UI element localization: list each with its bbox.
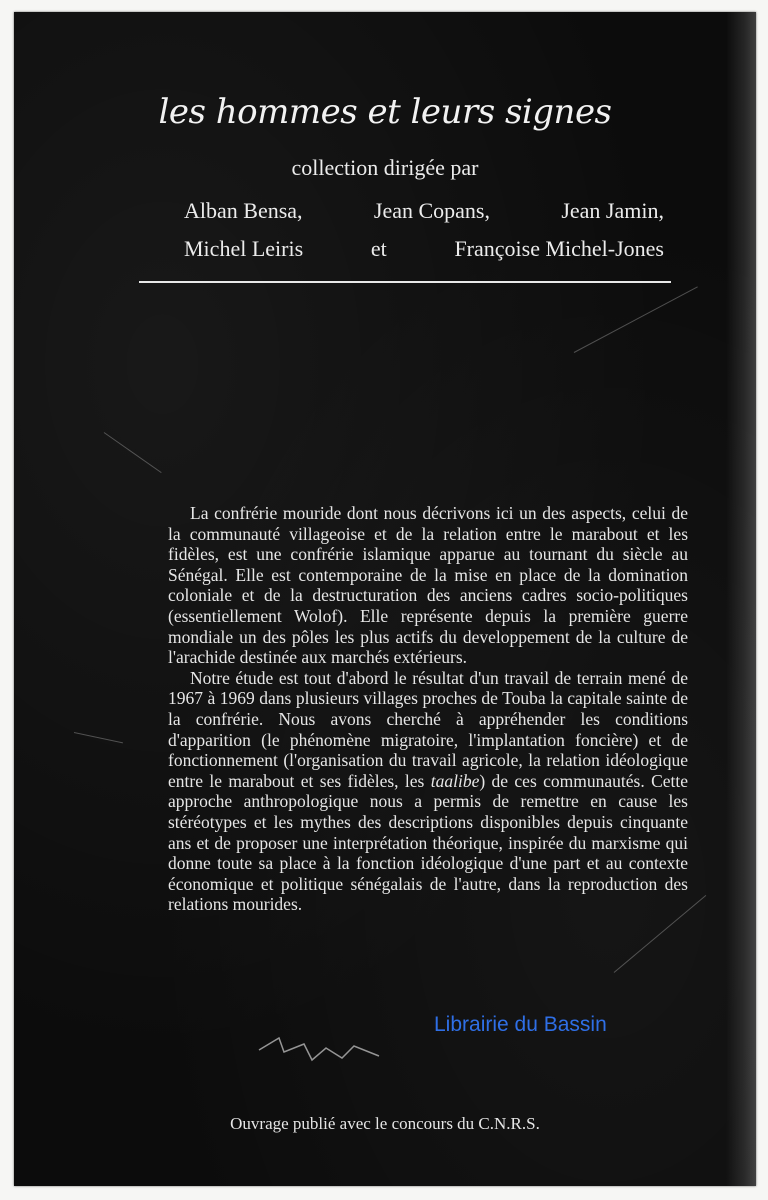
cover-scratch [74, 732, 123, 743]
watermark: Librairie du Bassin [434, 1013, 607, 1036]
director-name: Alban Bensa, [184, 198, 303, 223]
scribble-mark [254, 1030, 384, 1070]
conjunction: et [370, 236, 387, 261]
director-name: Michel Leiris [184, 236, 304, 261]
cover-scratch [104, 432, 162, 473]
footer-credit: Ouvrage publié avec le concours du C.N.R.S. [230, 1114, 540, 1133]
italic-term: taalibe [430, 770, 480, 791]
series-directors [184, 192, 664, 268]
book-back-cover [14, 12, 756, 1186]
series-title: les hommes et leurs signes [158, 92, 612, 132]
directors-line [184, 192, 664, 230]
blurb [168, 503, 688, 915]
divider-rule [139, 281, 671, 283]
collection-label: collection dirigée par [291, 155, 479, 180]
cover-scratch [574, 286, 698, 353]
cover-edge-wear [726, 12, 756, 1186]
directors-line [184, 230, 664, 268]
blurb-paragraph-1: La confrérie mouride dont nous décrivons ici un des aspects, celui de la communauté villageoise et de la relation entre le marabout et les fidèles, est une confrérie islamique apparue au tournant du siècle au Sénégal. Elle est contemporaine de la mise en place de la domination coloniale et de la destructuration des anciens cadres socio-politiques (essentiellement Wolof). Elle représente depuis la première guerre mondiale un des pôles les plus actifs du developpement de la culture de l'arachide destinée aux marchés extérieurs. [168, 503, 688, 668]
director-name: Jean Copans, [373, 198, 490, 223]
director-name: Jean Jamin, [561, 198, 664, 223]
director-name: Françoise Michel-Jones [454, 236, 664, 261]
blurb-paragraph-2: Notre étude est tout d'abord le résultat d'un travail de terrain mené de 1967 à 1969 dans plusieurs villages proches de Touba la capitale sainte de la confrérie. Nous avons cherché à appréhender les conditions d'apparition (le phénomène migratoire, l'implantation foncière) et de fonctionnement (l'organisation du travail agricole, la relation idéologique entre le marabout et ses fidèles, les taalibe) de ces communautés. Cette approche anthropologique nous a permis de remettre en cause les stéréotypes et les mythes des descriptions disponibles depuis cinquante ans et de proposer une interprétation théorique, inspirée du marxisme qui donne toute sa place à la fonction idéologique d'une part et au contexte économique et politique sénégalais de l'autre, dans la reproduction des relations mourides. [168, 667, 688, 915]
